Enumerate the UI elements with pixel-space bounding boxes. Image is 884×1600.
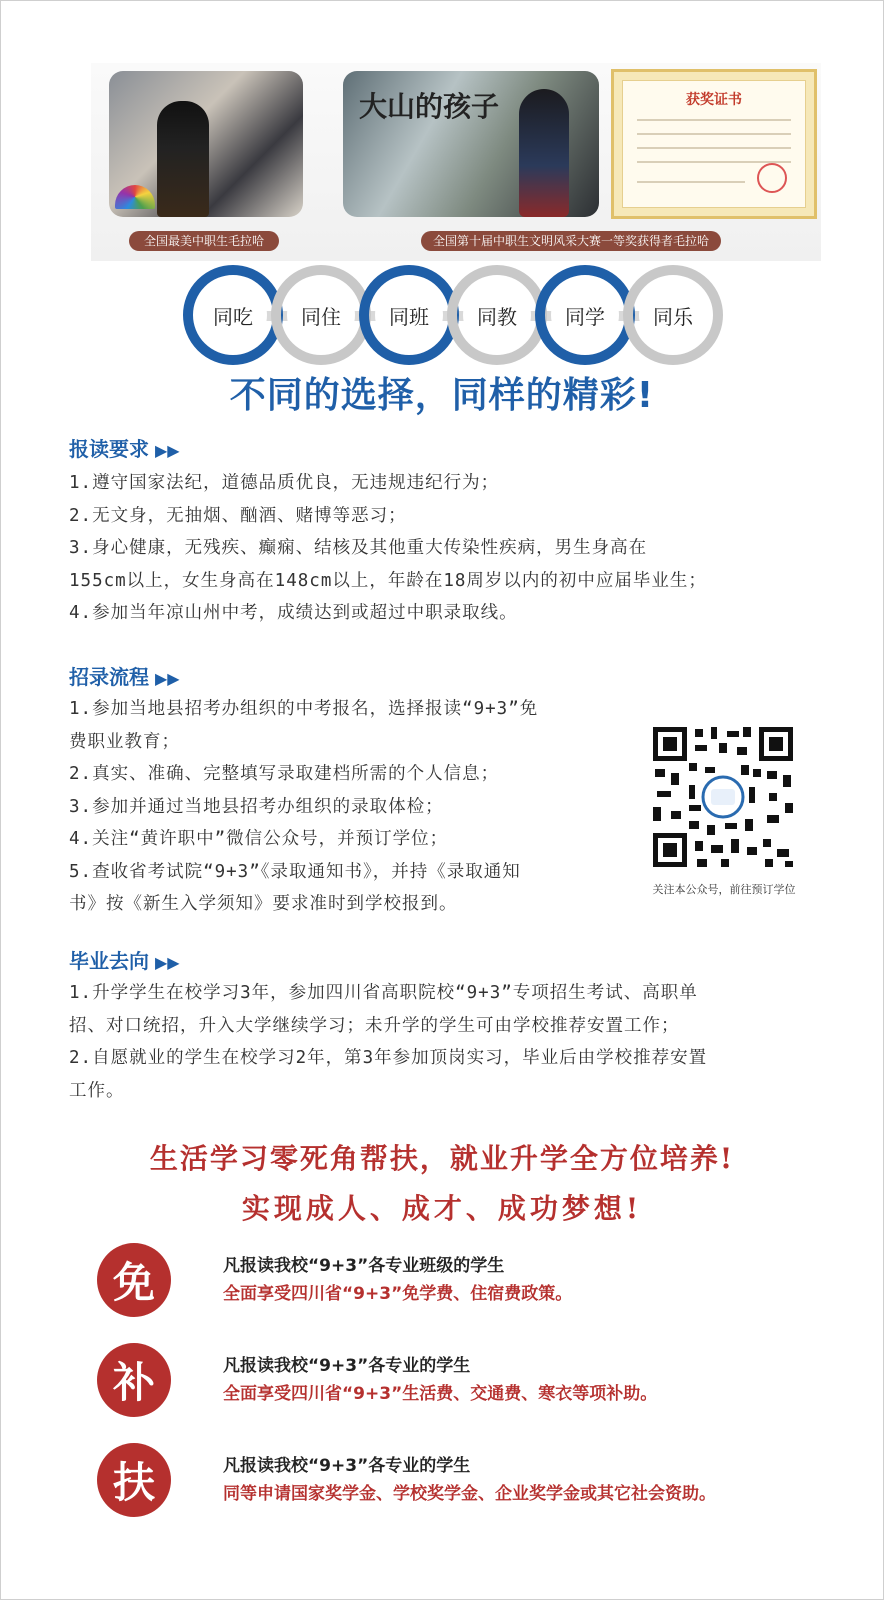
certificate-seal-icon [757, 163, 787, 193]
process-text [69, 693, 629, 921]
student-figure [157, 101, 209, 217]
six-together-chain [183, 265, 723, 365]
chain-label: 同教 [463, 281, 531, 349]
chain-ring [271, 265, 371, 365]
wmlc-logo-icon [115, 185, 155, 209]
process-title-text: 招录流程 [69, 665, 149, 689]
photo-strip [91, 63, 821, 261]
process-line: 5.查收省考试院“9+3”《录取通知书》，并持《录取通知 [69, 861, 521, 882]
student-photo-1 [109, 71, 303, 217]
chain-ring [359, 265, 459, 365]
double-arrow-icon: ▶▶ [155, 953, 180, 972]
requirements-text [69, 467, 799, 630]
chain-ring [447, 265, 547, 365]
student-figure-2 [519, 89, 569, 217]
requirements-title-text: 报读要求 [69, 437, 149, 461]
requirements-line: 2.无文身，无抽烟、酗酒、赌博等恶习； [69, 505, 407, 526]
destination-line: 工作。 [69, 1080, 125, 1101]
destination-line: 1.升学学生在校学习3年，参加四川省高职院校“9+3”专项招生考试、高职单 [69, 983, 698, 1003]
requirements-line: 3.身心健康，无残疾、癫痫、结核及其他重大传染性疾病，男生身高在 [69, 538, 648, 558]
chain-ring [623, 265, 723, 365]
destination-title-text: 毕业去向 [69, 949, 149, 973]
requirements-line: 155cm以上，女生身高在148cm以上，年龄在18周岁以内的初中应届毕业生； [69, 570, 707, 591]
certificate-image [611, 69, 817, 219]
chain-label: 同乐 [639, 281, 707, 349]
process-title [69, 661, 180, 690]
support-slogan-2: 实现成人、成才、成功梦想! [241, 1192, 643, 1225]
benefit-support [97, 1443, 797, 1521]
benefit-eligibility: 凡报读我校“9+3”各专业的学生 [223, 1356, 471, 1376]
photo-caption-2: 全国第十届中职生文明风采大赛一等奖获得者毛拉哈 [421, 231, 721, 251]
certificate-title: 获奖证书 [686, 92, 742, 108]
photo-overlay-title: 大山的孩子 [359, 90, 500, 123]
benefit-badge: 扶 [97, 1443, 171, 1517]
destination-title [69, 945, 180, 974]
benefit-eligibility: 凡报读我校“9+3”各专业的学生 [223, 1456, 471, 1476]
photo-caption-1: 全国最美中职生毛拉哈 [129, 231, 279, 251]
qr-caption: 关注本公众号，前往预订学位 [652, 883, 796, 896]
process-line: 2.真实、准确、完整填写录取建档所需的个人信息； [69, 764, 500, 784]
support-slogan-1: 生活学习零死角帮扶，就业升学全方位培养! [149, 1142, 735, 1175]
benefit-detail: 全面享受四川省“9+3”生活费、交通费、寒衣等项补助。 [223, 1384, 658, 1404]
process-line: 1.参加当地县招考办组织的中考报名，选择报读“9+3”免 [69, 699, 539, 719]
chain-label: 同班 [375, 281, 443, 349]
process-line: 费职业教育； [69, 731, 180, 752]
chain-label: 同住 [287, 281, 355, 349]
double-arrow-icon: ▶▶ [155, 441, 180, 460]
requirements-line: 4.参加当年凉山州中考，成绩达到或超过中职录取线。 [69, 603, 518, 623]
benefit-badge: 补 [97, 1343, 171, 1417]
double-arrow-icon: ▶▶ [155, 669, 180, 688]
destination-line: 招、对口统招，升入大学继续学习；未升学的学生可由学校推荐安置工作； [69, 1015, 680, 1036]
chain-label: 同学 [551, 281, 619, 349]
chain-ring [183, 265, 283, 365]
benefit-subsidy [97, 1343, 797, 1421]
destination-text [69, 977, 829, 1107]
destination-line: 2.自愿就业的学生在校学习2年，第3年参加顶岗实习，毕业后由学校推荐安置 [69, 1048, 708, 1068]
requirements-line: 1.遵守国家法纪，道德品质优良，无违规违纪行为； [69, 473, 500, 493]
main-slogan: 不同的选择，同样的精彩! [229, 375, 655, 416]
chain-label: 同吃 [199, 281, 267, 349]
wechat-qr-code[interactable] [649, 723, 797, 871]
chain-ring [535, 265, 635, 365]
benefit-detail: 同等申请国家奖学金、学校奖学金、企业奖学金或其它社会资助。 [223, 1484, 716, 1504]
student-photo-2 [343, 71, 599, 217]
benefit-free [97, 1243, 797, 1321]
requirements-title [69, 433, 180, 462]
qr-code-icon [649, 723, 797, 871]
benefit-eligibility: 凡报读我校“9+3”各专业班级的学生 [223, 1256, 505, 1276]
process-line: 4.关注“黄许职中”微信公众号，并预订学位； [69, 829, 449, 849]
benefit-detail: 全面享受四川省“9+3”免学费、住宿费政策。 [223, 1284, 573, 1304]
benefit-badge: 免 [97, 1243, 171, 1317]
process-line: 3.参加并通过当地县招考办组织的录取体检； [69, 796, 444, 817]
process-line: 书》按《新生入学须知》要求准时到学校报到。 [69, 894, 458, 914]
